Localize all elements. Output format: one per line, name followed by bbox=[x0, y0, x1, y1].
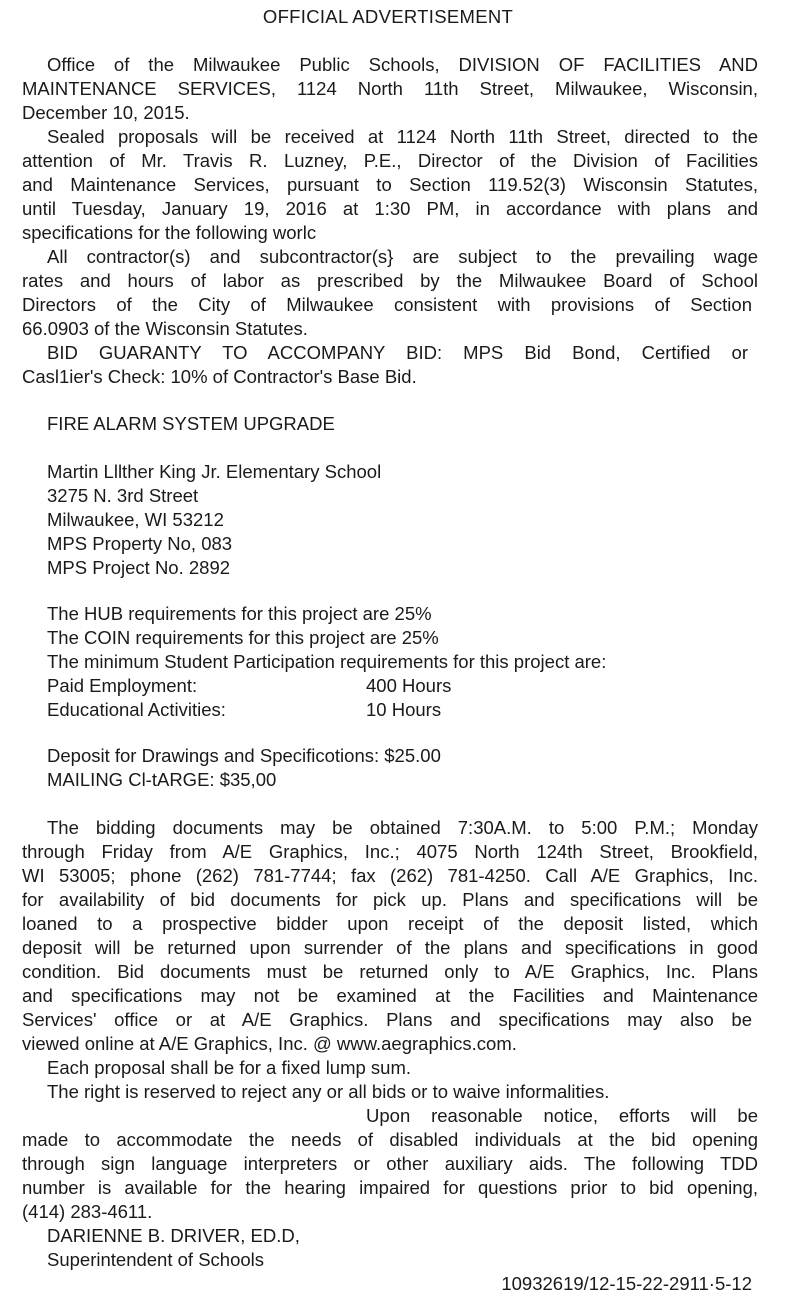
guaranty-line: Casl1ier's Check: 10% of Contractor's Base Bid. bbox=[22, 366, 417, 387]
mailing-charge: MAILING Cl-tARGE: $35,00 bbox=[47, 769, 277, 790]
guaranty-line: BID GUARANTY TO ACCOMPANY BID: MPS Bid Bond, Certified or bbox=[47, 342, 748, 363]
school-street: 3275 N. 3rd Street bbox=[47, 485, 199, 506]
bidding-line: Services' office or at A/E Graphics. Plans and specifications may also be bbox=[22, 1009, 752, 1030]
deposit-fee: Deposit for Drawings and Specificotions: $25.00 bbox=[47, 745, 441, 766]
property-number: MPS Property No, 083 bbox=[47, 533, 233, 554]
contractors-line: All contractor(s) and subcontractor(s} are subject to the prevailing wage bbox=[47, 246, 758, 267]
notice-line: made to accommodate the needs of disabled individuals at the bid opening bbox=[22, 1129, 758, 1150]
requirement-label: Educational Activities: bbox=[47, 699, 226, 720]
sealed-line: attention of Mr. Travis R. Luzney, P.E., Director of the Division of Facilities bbox=[22, 150, 758, 171]
intro-line: December 10, 2015. bbox=[22, 102, 190, 123]
signatory-position: Superintendent of Schools bbox=[47, 1249, 265, 1270]
bidding-line: deposit will be returned upon surrender of the plans and specifications in good bbox=[22, 937, 758, 958]
contractors-line: Directors of the City of Milwaukee consistent with provisions of Section bbox=[22, 294, 752, 315]
reservation-statement: The right is reserved to reject any or all bids or to waive informalities. bbox=[47, 1081, 610, 1102]
notice-line: Upon reasonable notice, efforts will be bbox=[366, 1105, 758, 1126]
project-name: FIRE ALARM SYSTEM UPGRADE bbox=[47, 413, 335, 434]
bidding-line: and specifications may not be examined at the Facilities and Maintenance bbox=[22, 985, 758, 1006]
school-name: Martin Lllther King Jr. Elementary School bbox=[47, 461, 382, 482]
requirement-label: Paid Employment: bbox=[47, 675, 198, 696]
hub-requirement: The HUB requirements for this project are 25% bbox=[47, 603, 432, 624]
lump-sum-statement: Each proposal shall be for a fixed lump sum. bbox=[47, 1057, 412, 1078]
document-title: OFFICIAL ADVERTISEMENT bbox=[262, 6, 514, 27]
school-city: Milwaukee, WI 53212 bbox=[47, 509, 224, 530]
bidding-line: for availability of bid documents for pick up. Plans and specifications will be bbox=[22, 889, 758, 910]
intro-line: MAINTENANCE SERVICES, 1124 North 11th Street, Milwaukee, Wisconsin, bbox=[22, 78, 758, 99]
project-number: MPS Project No. 2892 bbox=[47, 557, 231, 578]
contractors-line: 66.0903 of the Wisconsin Statutes. bbox=[22, 318, 308, 339]
requirement-value: 400 Hours bbox=[366, 675, 452, 696]
bidding-line: through Friday from A/E Graphics, Inc.; 4075 North 124th Street, Brookfield, bbox=[22, 841, 758, 862]
signatory-name: DARIENNE B. DRIVER, ED.D, bbox=[47, 1225, 300, 1246]
requirement-row bbox=[47, 674, 758, 698]
bidding-line: The bidding documents may be obtained 7:30A.M. to 5:00 P.M.; Monday bbox=[47, 817, 758, 838]
requirement-value: 10 Hours bbox=[366, 699, 442, 720]
sealed-line: and Maintenance Services, pursuant to Section 119.52(3) Wisconsin Statutes, bbox=[22, 174, 758, 195]
coin-requirement: The COIN requirements for this project are 25% bbox=[47, 627, 439, 648]
intro-line: Office of the Milwaukee Public Schools, DIVISION OF FACILITIES AND bbox=[47, 54, 758, 75]
student-participation: The minimum Student Participation requirements for this project are: bbox=[47, 651, 607, 672]
notice-line: (414) 283-4611. bbox=[22, 1201, 153, 1222]
notice-line: through sign language interpreters or other auxiliary aids. The following TDD bbox=[22, 1153, 758, 1174]
bidding-line: loaned to a prospective bidder upon receipt of the deposit listed, which bbox=[22, 913, 758, 934]
requirement-row bbox=[47, 698, 758, 722]
sealed-line: specifications for the following worlc bbox=[22, 222, 317, 243]
reference-code: 10932619/12-15-22-2911·5-12 bbox=[501, 1273, 752, 1294]
sealed-line: Sealed proposals will be received at 1124 North 11th Street, directed to the bbox=[47, 126, 758, 147]
notice-line: number is available for the hearing impaired for questions prior to bid opening, bbox=[22, 1177, 758, 1198]
sealed-line: until Tuesday, January 19, 2016 at 1:30 PM, in accordance with plans and bbox=[22, 198, 758, 219]
bidding-line: viewed online at A/E Graphics, Inc. @ www.aegraphics.com. bbox=[22, 1033, 517, 1054]
contractors-line: rates and hours of labor as prescribed by the Milwaukee Board of School bbox=[22, 270, 758, 291]
bidding-line: condition. Bid documents must be returned only to A/E Graphics, Inc. Plans bbox=[22, 961, 758, 982]
bidding-line: WI 53005; phone (262) 781-7744; fax (262) 781-4250. Call A/E Graphics, Inc. bbox=[22, 865, 758, 886]
